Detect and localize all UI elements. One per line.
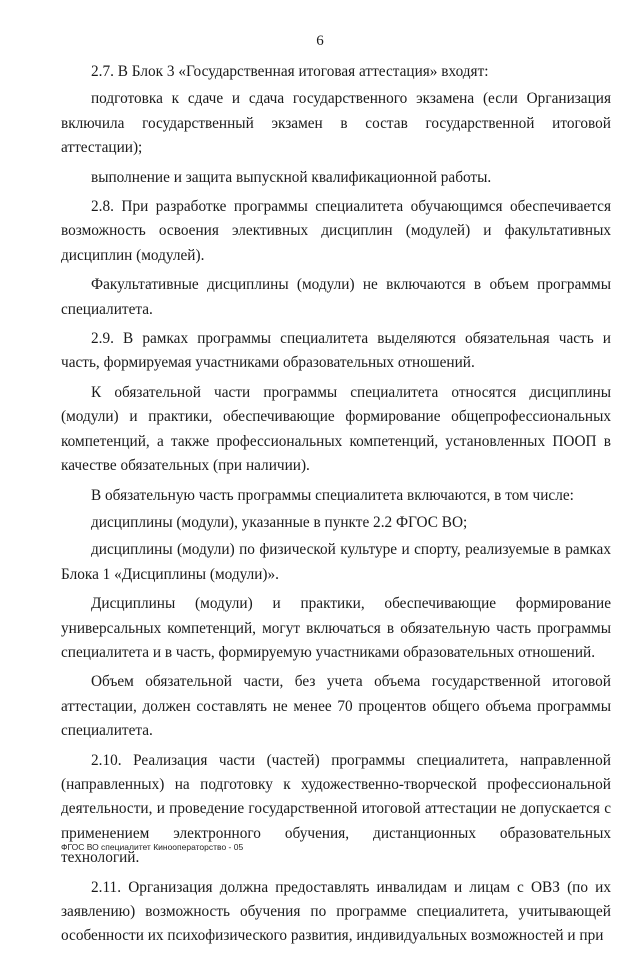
paragraph-2-10: 2.10. Реализация части (частей) программы специалитета, направленной (направленных) на подготовку к художественно-творческой профессиональной деятельности, и проведение государственной итоговой аттестации не допускается с применением электронного обучения, дистанционных образовательных технологий. xyxy=(61,751,611,867)
page-number: 6 xyxy=(316,33,324,49)
paragraph-2-8: 2.8. При разработке программы специалитета обучающимся обеспечивается возможность освоения элективных дисциплин (модулей) и факультативных дисциплин (модулей). xyxy=(61,198,611,264)
paragraph-physical-culture: дисциплины (модули) по физической культуре и спорту, реализуемые в рамках Блока 1 «Дисциплины (модули)». xyxy=(61,541,611,583)
paragraph-mandatory-volume: Объем обязательной части, без учета объема государственной итоговой аттестации, должен составлять не менее 70 процентов общего объема программы специалитета. xyxy=(61,673,611,740)
page-footer: ФГОС ВО специалитет Кинооператорство - 05 xyxy=(61,842,244,852)
document-body xyxy=(61,60,611,954)
paragraph-mandatory-includes: В обязательную часть программы специалитета включаются, в том числе: xyxy=(91,486,574,504)
paragraph-2-11: 2.11. Организация должна предоставлять инвалидам и лицам с ОВЗ (по их заявлению) возможность обучения по программе специалитета, учитывающей особенности их психофизического развития, индивидуальных возможностей и при xyxy=(61,878,611,945)
paragraph-2-9: 2.9. В рамках программы специалитета выделяются обязательная часть и часть, формируемая участниками образовательных отношений. xyxy=(61,330,611,372)
paragraph-2-7: 2.7. В Блок 3 «Государственная итоговая аттестация» входят: xyxy=(91,63,489,80)
paragraph-disciplines-2-2: дисциплины (модули), указанные в пункте 2.2 ФГОС ВО; xyxy=(91,513,468,531)
paragraph-universal-competencies: Дисциплины (модули) и практики, обеспечивающие формирование универсальных компетенций, могут включаться в обязательную часть программы специалитета и в часть, формируемую участниками образовательных отношений. xyxy=(61,595,611,661)
paragraph-thesis: выполнение и защита выпускной квалификационной работы. xyxy=(91,168,492,186)
paragraph-optional-disciplines: Факультативные дисциплины (модули) не включаются в объем программы специалитета. xyxy=(61,276,611,318)
paragraph-exam: подготовка к сдаче и сдача государственного экзамена (если Организация включила государственный экзамен в состав государственной итоговой аттестации); xyxy=(61,90,611,157)
paragraph-mandatory-part: К обязательной части программы специалитета относятся дисциплины (модули) и практики, обеспечивающие формирование общепрофессиональных компетенций, а также профессиональных компетенций, установленных ПООП в качестве обязательных (при наличии). xyxy=(61,383,611,475)
